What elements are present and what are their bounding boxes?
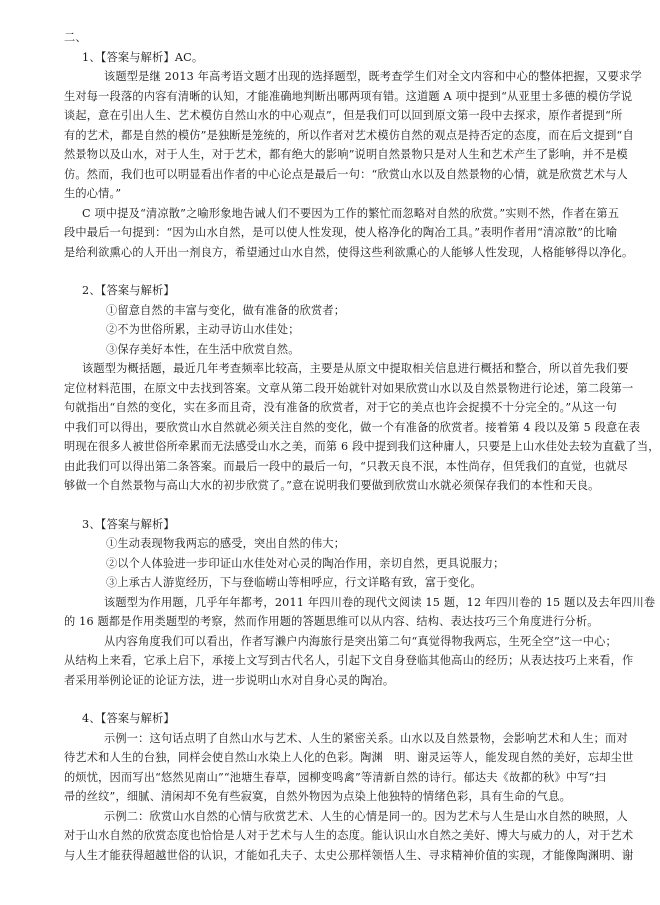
q2-answer: ①留意自然的丰富与变化，做有准备的欣赏者；: [106, 303, 346, 317]
q4-line: 对于山水自然的欣赏态度也恰恰是人对于艺术与人生的态度。能认识山水自然之美好、博大与威力的人，对于艺术: [64, 829, 634, 842]
q3-line: 者采用举例论证的论证方法，进一步说明山水对自身心灵的陶冶。: [64, 673, 395, 687]
q3-answer: ③上承古人游览经历，下与登临崂山等相呼应，行文详略有致，富于变化。: [106, 576, 482, 589]
q1-line: 该题型是继 2013 年高考语文题才出现的选择题型，既考查学生们对全文内容和中心的整体把握，又要求学: [104, 70, 642, 83]
q3-line: 该题型为作用题，几乎年年都考，2011 年四川卷的现代文阅读 15 题，12 年四川卷的 15 题以及去年四川卷: [104, 595, 656, 609]
q2-line: 定位材料范围，在原文中去找到答案。文章从第二段开始就针对如果欣赏山水以及自然景物进行论述，第二段第一: [64, 381, 634, 395]
q3-line: 从结构上来看，它承上启下，承接上文写到古代名人，引起下文自身登临其他高山的经历；从表达技巧上来看，作: [64, 654, 634, 667]
q4-line: 示例二：欣赏山水自然的心情与欣赏艺术、人生的心情是同一的。因为艺术与人生是山水自然的映照，人: [104, 809, 628, 823]
q1-c-line: 段中最后一句提到：“因为山水自然，是可以使人性发现，使人格净化的陶冶工具。”表明作者用“清凉散”的比喻: [64, 226, 618, 239]
q2-answer: ③保存美好本性，在生活中欣赏自然。: [106, 342, 300, 356]
q1-line: 然景物以及山水，对于人生，对于艺术，都有绝大的影响”说明自然景物只是对人生和艺术产生了影响，并不是模: [64, 148, 628, 161]
q3-answer: ①生动表现物我两忘的感受，突出自然的伟大；: [106, 537, 346, 550]
q2-line: 句就指出“自然的变化，实在多而且奇，没有准备的欣赏者，对于它的美点也许会捉摸不十分完全的。”从这一句: [64, 401, 617, 414]
q3-answer: ②以个人体验进一步印证山水佳处对心灵的陶冶作用，亲切自然，更具说服力；: [106, 556, 505, 570]
q4-heading: 4、【答案与解析】: [82, 712, 175, 725]
q4-line: 的烦忧，因而写出“悠然见南山”“池塘生春草，园柳变鸣禽”等清新自然的诗行。郁达夫《故都的秋》中写“扫: [64, 770, 607, 784]
q3-line: 从内容角度我们可以看出，作者写濑户内海旅行是突出第二句“真觉得物我两忘，生死全空”这一中心；: [104, 634, 617, 648]
q1-line: 谈起，意在引出人生、艺术模仿自然山水的中心观点”，但是我们可以回到原文第一段中去探求，原作者提到“所: [64, 109, 623, 122]
q2-line: 够做一个自然景物与高山大水的初步欣赏了。”意在说明我们要做到欣赏山水就必须保存我们的本性和天良。: [64, 479, 600, 492]
q2-line: 该题型为概括题，最近几年考查频率比较高，主要是从原文中提取相关信息进行概括和整合，所以首先我们要: [82, 362, 629, 375]
q1-line: 仿。然而，我们也可以明显看出作者的中心论点是最后一句：“欣赏山水以及自然景物的心情，就是欣赏艺术与人: [64, 167, 628, 181]
q2-line: 由此我们可以得出第二条答案。而最后一段中的最后一句，“只教天良不泯，本性尚存，但凭我们的直觉，也就尽: [64, 459, 628, 473]
q1-c-line: 是给利欲熏心的人开出一剂良方，希望通过山水自然，使得这些利欲熏心的人能够人性发现，人格能够得以净化。: [64, 245, 634, 259]
q1-line: 生的心情。”: [64, 187, 122, 200]
q2-line: 中我们可以得出，要欣赏山水自然就必须关注自然的变化，做一个有准备的欣赏者。接着第 4 段以及第 5 段意在表: [64, 420, 641, 434]
q1-line: 生对每一段落的内容有清晰的认知，才能准确地判断出哪两项有错。这道题 A 项中提到“从亚里士多德的模仿学说: [64, 89, 633, 103]
q4-line: 帚的丝纹”，细腻、清闲却不免有些寂寞，自然外物因为点染上他独特的情绪色彩，具有生命的气息。: [64, 790, 571, 803]
q2-answer: ②不为世俗所累，主动寻访山水佳处；: [106, 323, 300, 336]
q3-line: 的 16 题都是作用类题型的考察，然而作用题的答题思维可以从内容、结构、表达技巧三个角度进行分析。: [64, 615, 599, 628]
q3-heading: 3、【答案与解析】: [82, 517, 175, 531]
section-title: 二、: [64, 31, 87, 44]
q4-line: 示例一：这句话点明了自然山水与艺术、人生的紧密关系。山水以及自然景物，会影响艺术和人生；而对: [104, 731, 628, 745]
q1-heading: 1、【答案与解析】AC。: [82, 50, 204, 64]
q2-heading: 2、【答案与解析】: [82, 284, 175, 297]
q4-line: 待艺术和人生的台独，同样会使自然山水染上人化的色彩。陶渊 明、谢灵运等人，能发现自然的美好，忘却尘世: [64, 751, 634, 764]
q1-c-line: C 项中提及“清凉散”之喻形象地告诫人们不要因为工作的繁忙而忽略对自然的欣赏。”实则不然，作者在第五: [82, 206, 620, 220]
q2-line: 明现在很多人被世俗所牵累而无法感受山水之美，而第 6 段中提到我们这种庸人，只要是上山水佳处去较为直截了当，: [64, 440, 660, 453]
q1-line: 有的艺术，都是自然的模仿”是独断是笼统的，所以作者对艺术模仿自然的观点是持否定的态度，而在后文提到“自: [64, 128, 634, 142]
q4-line: 与人生才能获得超越世俗的认识，才能如孔夫子、太史公那样领悟人生、寻求精神价值的实现，才能像陶渊明、谢: [64, 848, 634, 862]
